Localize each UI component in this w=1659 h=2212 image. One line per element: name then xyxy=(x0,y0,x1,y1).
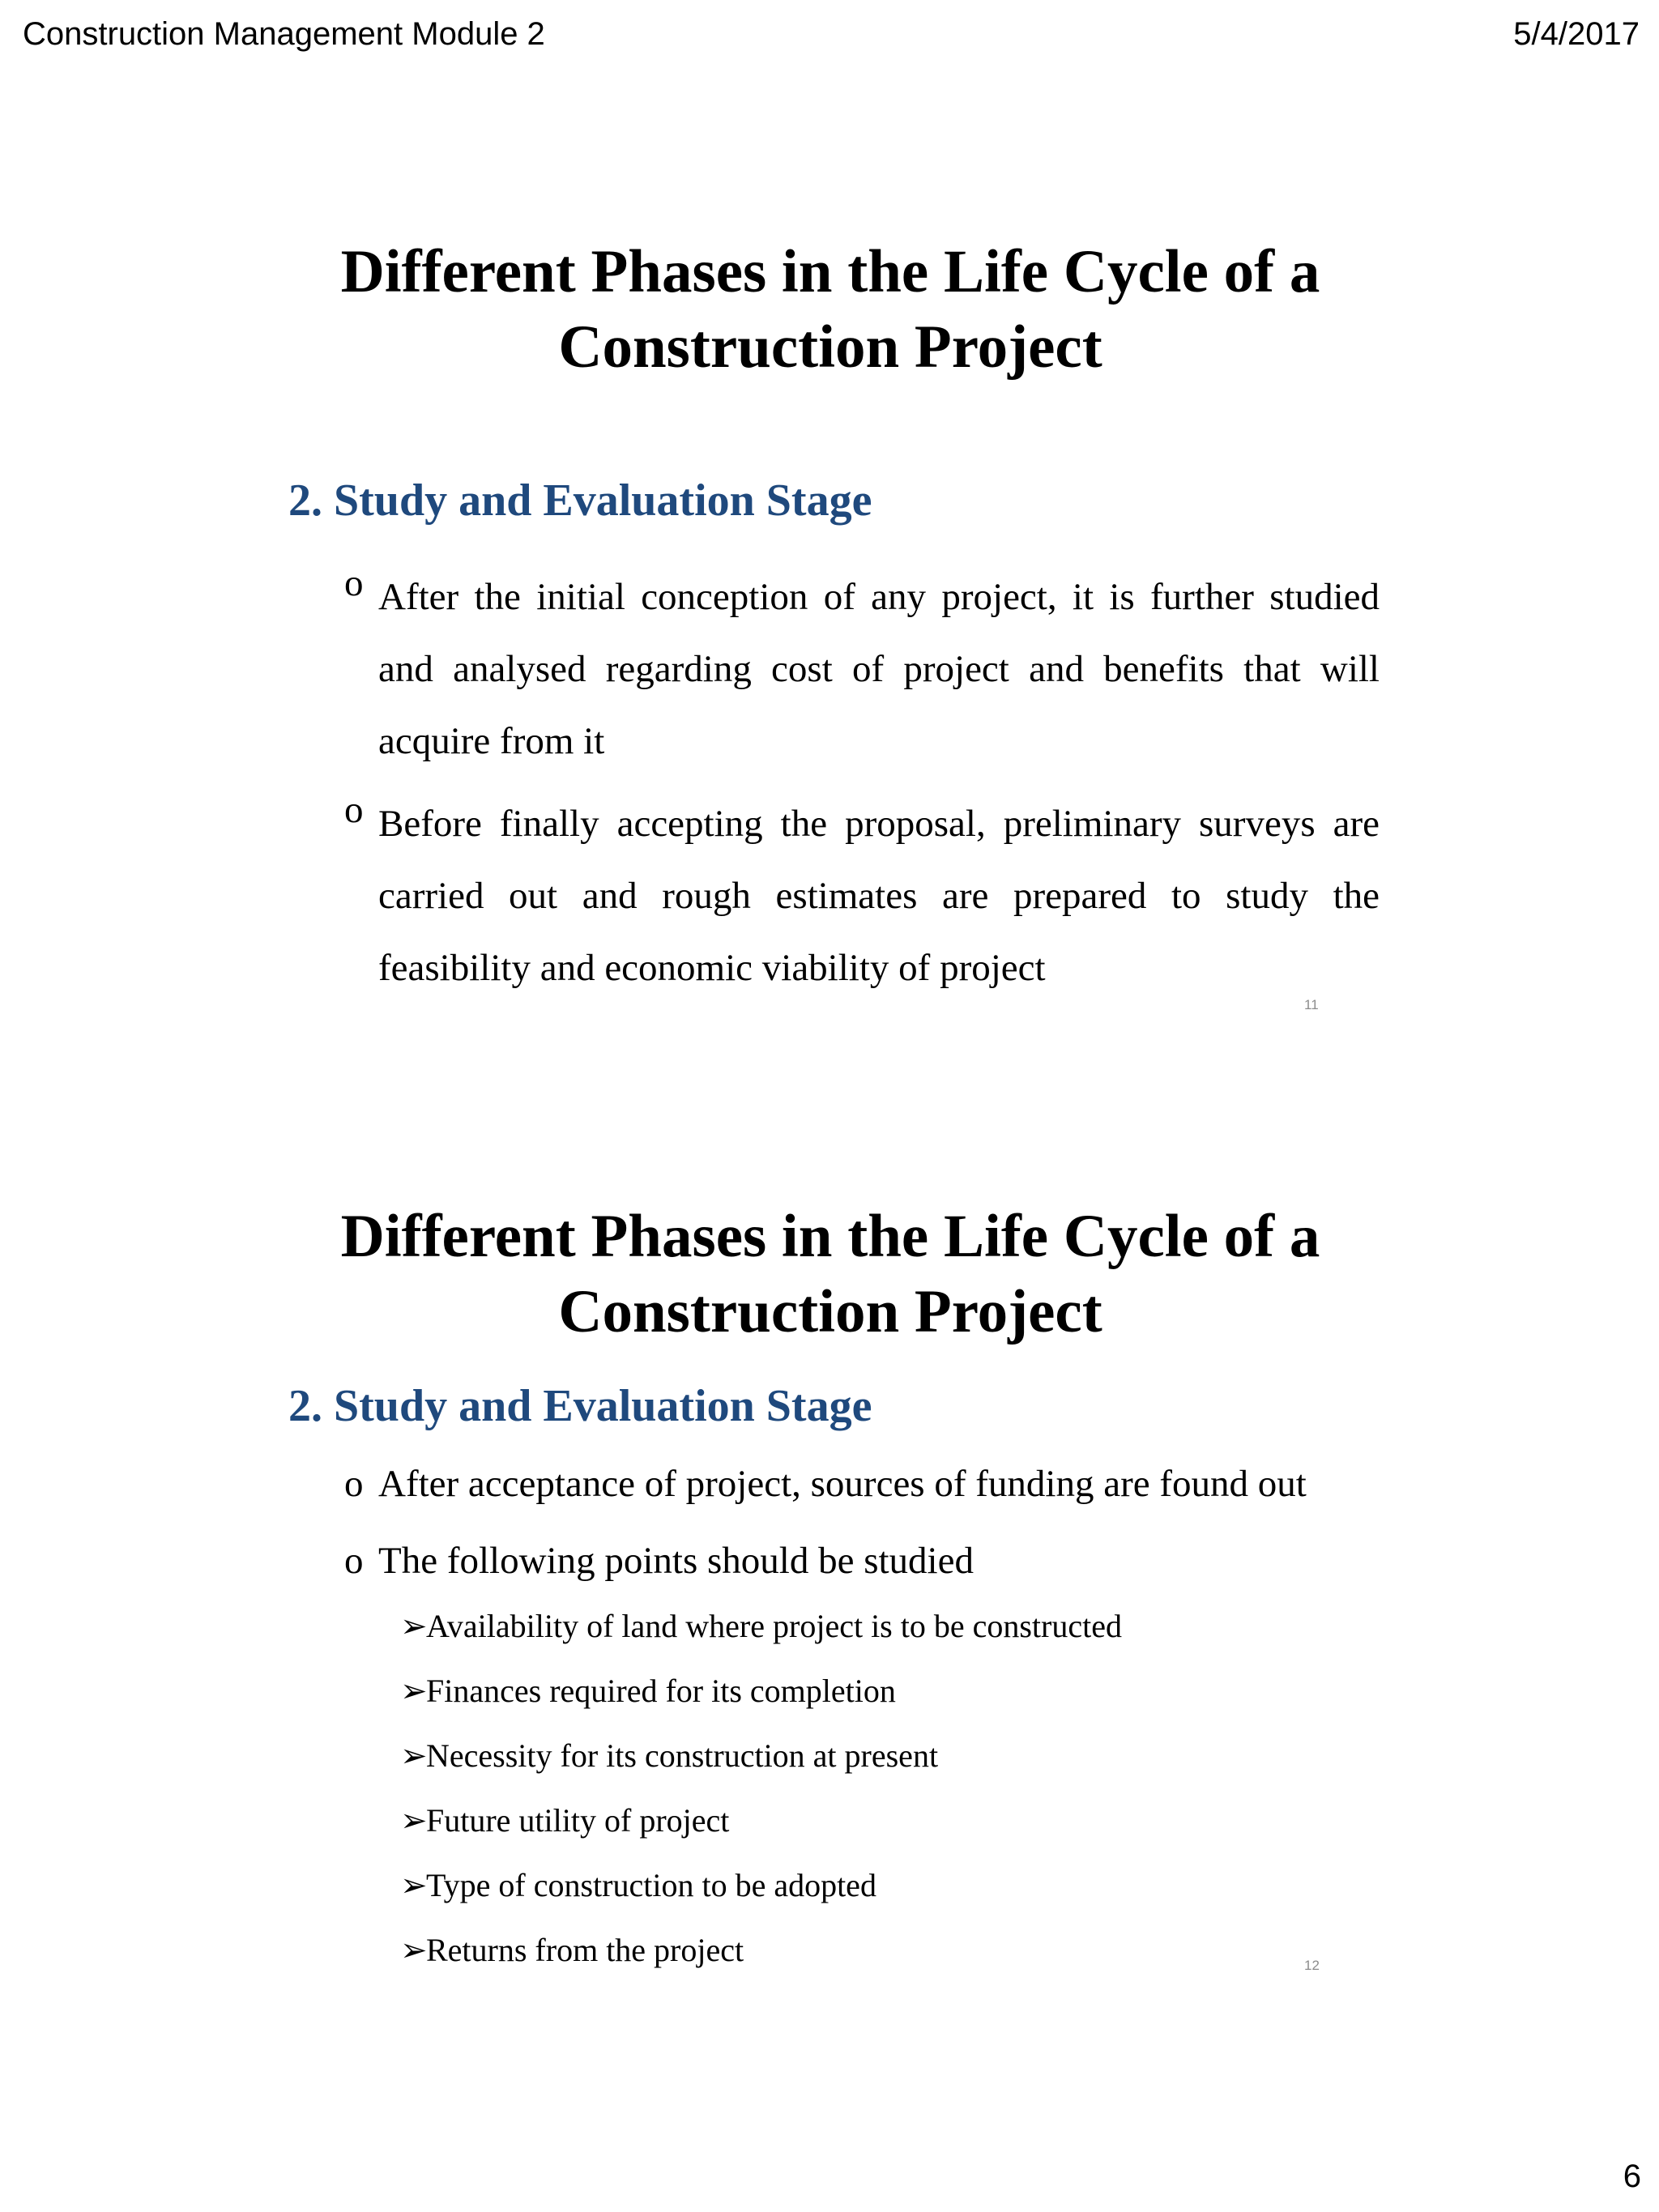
slide-title xyxy=(267,234,1393,385)
bullet-item xyxy=(344,788,1380,1004)
sub-point-text: Type of construction to be adopted xyxy=(426,1867,876,1903)
sub-point xyxy=(400,1802,730,1839)
header-date: 5/4/2017 xyxy=(1513,16,1640,52)
arrow-bullet-icon: ➢ xyxy=(400,1673,428,1709)
circle-bullet-icon: o xyxy=(344,1540,364,1582)
sub-point xyxy=(400,1675,896,1707)
arrow-bullet-icon: ➢ xyxy=(400,1737,428,1774)
slide-title xyxy=(267,1199,1393,1349)
slide-number: 12 xyxy=(1304,1958,1320,1973)
slide-11 xyxy=(0,0,1659,1053)
stage-heading: 2. Study and Evaluation Stage xyxy=(288,1381,872,1431)
slide-title-line-1: Different Phases in the Life Cycle of a xyxy=(340,238,1320,305)
header-module-title: Construction Management Module 2 xyxy=(23,16,545,52)
circle-bullet-icon: o xyxy=(344,562,364,604)
stage-heading: 2. Study and Evaluation Stage xyxy=(288,475,872,526)
arrow-bullet-icon: ➢ xyxy=(400,1608,428,1644)
page-number: 6 xyxy=(1623,2159,1641,2194)
slide-title-line-2: Construction Project xyxy=(558,313,1102,381)
circle-bullet-icon: o xyxy=(344,1463,364,1505)
sub-point xyxy=(400,1934,744,1967)
sub-point xyxy=(400,1610,1122,1643)
slide-title-line-2: Construction Project xyxy=(558,1278,1102,1345)
arrow-bullet-icon: ➢ xyxy=(400,1932,428,1968)
slide-number: 11 xyxy=(1304,997,1319,1012)
sub-point-text: Future utility of project xyxy=(426,1802,730,1839)
bullet-text: After acceptance of project, sources of funding are found out xyxy=(378,1463,1307,1505)
bullet-item xyxy=(344,1462,1397,1506)
sub-point-text: Availability of land where project is to be constructed xyxy=(426,1608,1122,1644)
slide-12 xyxy=(0,1053,1659,2106)
sub-point-text: Finances required for its completion xyxy=(426,1673,896,1709)
bullet-text: Before finally accepting the proposal, preliminary surveys are carried out and rough estimates are prepared to study the feasibility and economic viability of project xyxy=(378,803,1380,989)
arrow-bullet-icon: ➢ xyxy=(400,1867,428,1903)
bullet-text: The following points should be studied xyxy=(378,1540,974,1582)
circle-bullet-icon: o xyxy=(344,789,364,831)
sub-point xyxy=(400,1737,939,1774)
sub-point-text: Returns from the project xyxy=(426,1932,744,1968)
sub-point xyxy=(400,1869,876,1902)
arrow-bullet-icon: ➢ xyxy=(400,1802,428,1839)
bullet-item xyxy=(344,561,1380,778)
bullet-text: After the initial conception of any project, it is further studied and analysed regarding cost of project and benefits that will acquire from it xyxy=(378,576,1380,762)
sub-point-text: Necessity for its construction at present xyxy=(426,1737,939,1774)
slide-title-line-1: Different Phases in the Life Cycle of a xyxy=(340,1203,1320,1270)
bullet-item xyxy=(344,1539,1397,1583)
